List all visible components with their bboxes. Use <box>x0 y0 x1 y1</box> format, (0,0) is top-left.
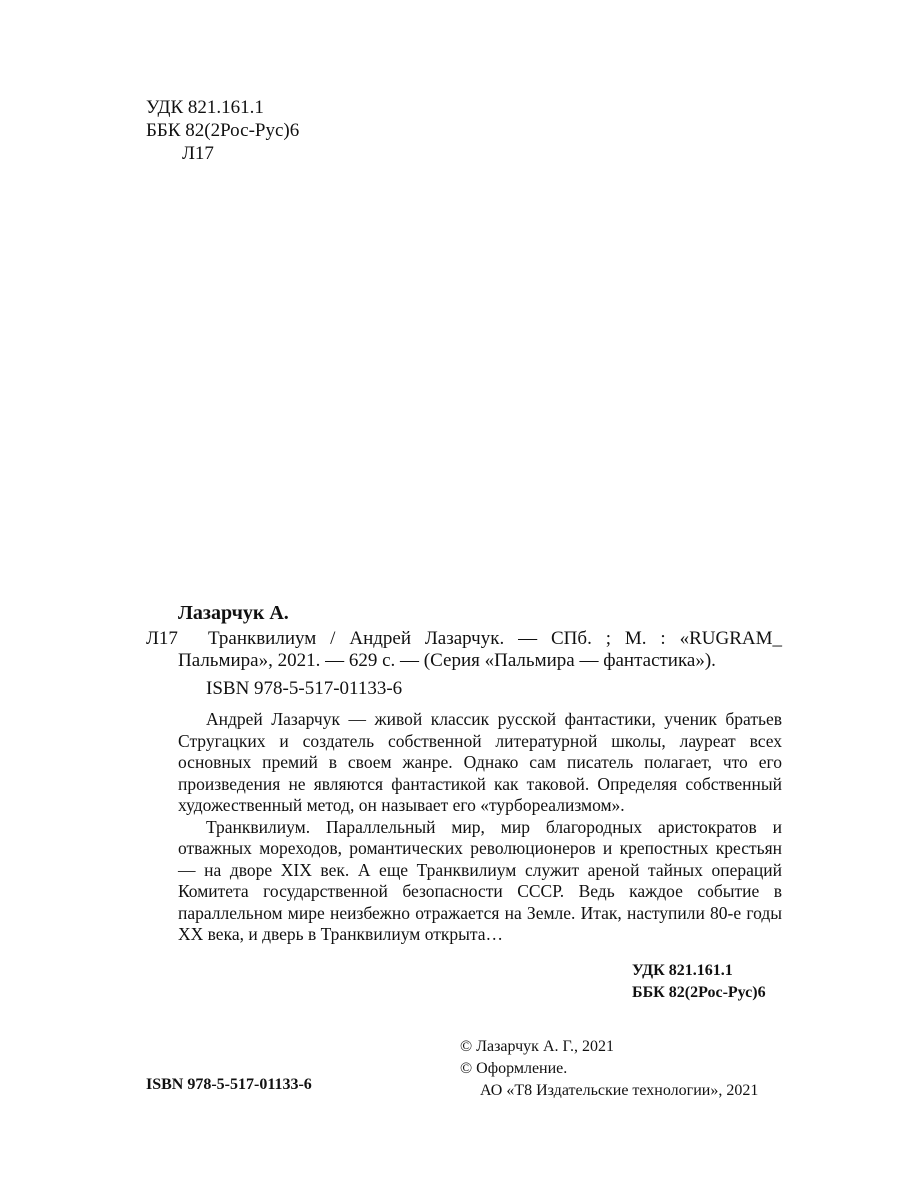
classification-codes-bottom <box>632 960 766 1004</box>
udk-code: УДК 821.161.1 <box>146 97 264 118</box>
record-code: Л17 <box>146 628 178 649</box>
udk-code-bottom: УДК 821.161.1 <box>632 962 733 979</box>
annotation-paragraph-2: Транквилиум. Параллельный мир, мир благородных аристократов и отважных мореходов, романтических революционеров и крепостных крестьян — на дворе XIX век. А еще Транквилиум служит ареной тайных операций Комитета государственной безопасности СССР. Ведь каждое событие в параллельном мире неизбежно отражается на Земле. Итак, наступили 80-е годы XX века, и дверь в Транквилиум открыта… <box>178 816 782 944</box>
annotation-paragraph-1: Андрей Лазарчук — живой классик русской фантастики, ученик братьев Стругацких и создатель собственной литературной школы, лауреат всех основных премий в своем жанре. Однако сам писатель полагает, что его произведения не являются фантастикой как таковой. Определяя собственный художественный метод, он называет его «турбореализмом». <box>178 709 782 815</box>
copyright-design: © Оформление. <box>460 1060 568 1077</box>
record-author: Лазарчук А. <box>178 602 289 624</box>
classification-codes-top <box>146 96 299 165</box>
bibliographic-record <box>146 628 782 700</box>
record-title-line: Транквилиум / Андрей Лазарчук. — СПб. ; М. : «RUGRAM_ <box>208 628 782 649</box>
author-sign-code: Л17 <box>182 143 214 164</box>
bbk-code-bottom: ББК 82(2Рос-Рус)6 <box>632 984 766 1001</box>
isbn-bottom: ISBN 978-5-517-01133-6 <box>146 1076 312 1093</box>
bbk-code: ББК 82(2Рос-Рус)6 <box>146 120 300 141</box>
copyright-author: © Лазарчук А. Г., 2021 <box>460 1038 614 1055</box>
record-isbn: ISBN 978-5-517-01133-6 <box>206 678 403 699</box>
copyright-publisher: АО «Т8 Издательские технологии», 2021 <box>480 1082 759 1099</box>
record-publication-line: Пальмира», 2021. — 629 с. — (Серия «Пальмира — фантастика»). <box>178 650 716 671</box>
copyright-block <box>460 1036 758 1102</box>
annotation <box>178 709 782 946</box>
